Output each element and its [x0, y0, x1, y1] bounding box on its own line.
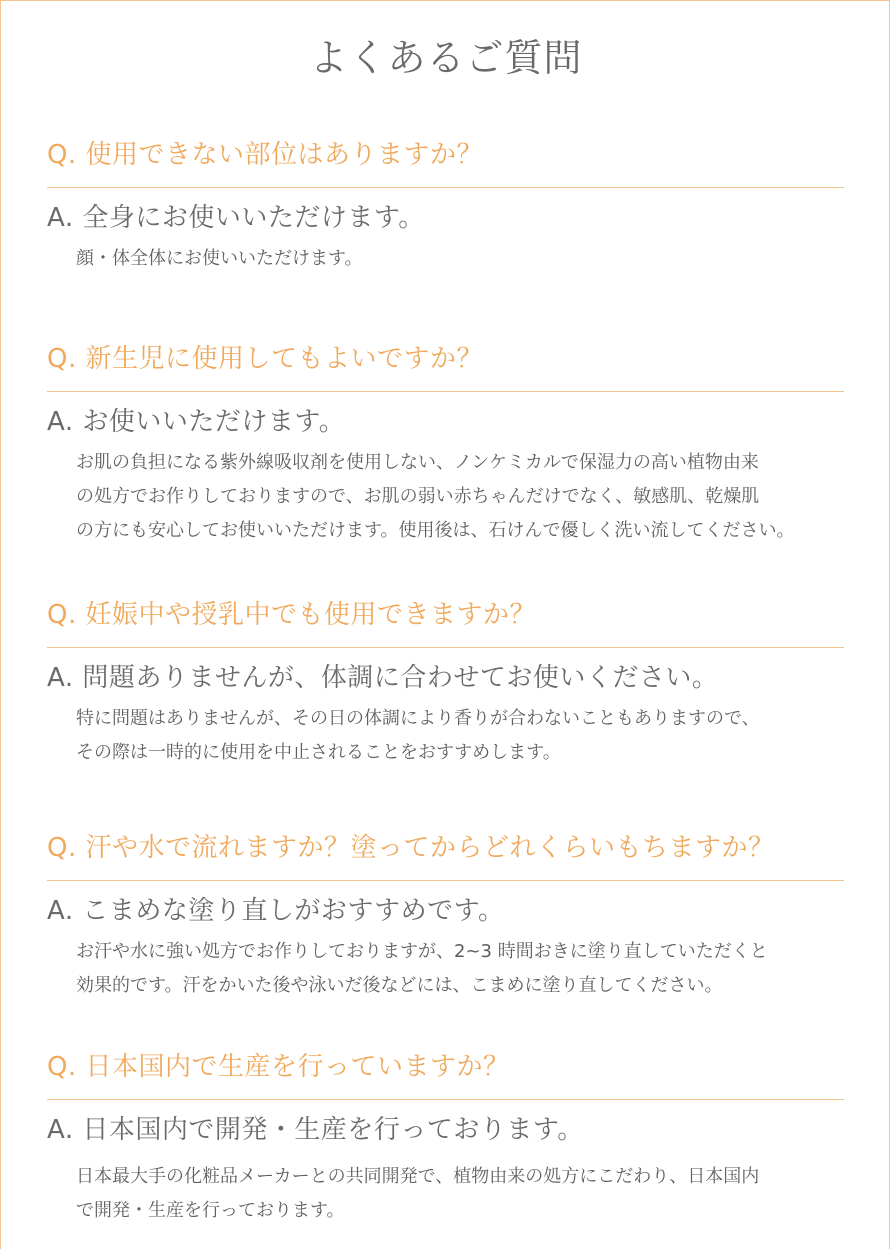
faq-answer-line: その際は一時的に使用を中止されることをおすすめします。: [76, 742, 561, 763]
faq-item-1: [47, 137, 844, 276]
faq-item-3: [47, 597, 844, 770]
faq-answer: A. 全身にお使いいただけます。: [47, 203, 425, 233]
faq-answer-line: お肌の負担になる紫外線吸収剤を使用しない、ノンケミカルで保湿力の高い植物由来: [76, 452, 759, 473]
faq-answer: A. 日本国内で開発・生産を行っております。: [47, 1115, 584, 1145]
faq-answer-body: [47, 1160, 844, 1228]
page-title: よくあるご質問: [309, 36, 583, 80]
faq-answer-line: の方にも安心してお使いいただけます。使用後は、石けんで優しく洗い流してください。: [76, 520, 795, 541]
faq-answer-body: [47, 702, 844, 770]
faq-answer: A. 問題ありませんが、体調に合わせてお使いください。: [47, 663, 719, 693]
faq-answer-body: [47, 446, 844, 548]
faq-question: Q. 妊娠中や授乳中でも使用できますか？: [47, 597, 844, 648]
faq-answer-line: 日本最大手の化粧品メーカーとの共同開発で、植物由来の処方にこだわり、日本国内: [76, 1166, 760, 1187]
faq-item-4: [47, 830, 844, 1003]
faq-answer-body: [47, 242, 844, 276]
faq-answer-line: の処方でお作りしておりますので、お肌の弱い赤ちゃんだけでなく、敏感肌、乾燥肌: [76, 486, 760, 507]
faq-answer-body: [47, 935, 844, 1003]
faq-item-5: [47, 1049, 844, 1228]
faq-item-2: [47, 341, 844, 548]
faq-question: Q. 日本国内で生産を行っていますか？: [47, 1049, 844, 1100]
faq-question: Q. 新生児に使用してもよいですか？: [47, 341, 844, 392]
faq-answer: A. こまめな塗り直しがおすすめです。: [47, 896, 505, 926]
faq-answer-line: 効果的です。汗をかいた後や泳いだ後などには、こまめに塗り直してください。: [76, 975, 723, 996]
faq-question: Q. 汗や水で流れますか？塗ってからどれくらいもちますか？: [47, 830, 844, 881]
faq-answer-line: 顔・体全体にお使いいただけます。: [76, 248, 363, 269]
faq-answer: A. お使いいただけます。: [47, 407, 346, 437]
faq-answer-line: お汗や水に強い処方でお作りしておりますが、2~3 時間おきに塗り直していただくと: [76, 941, 768, 962]
faq-answer-line: 特に問題はありませんが、その日の体調により香りが合わないこともありますので、: [76, 708, 760, 729]
faq-answer-line: で開発・生産を行っております。: [76, 1200, 345, 1221]
faq-question: Q. 使用できない部位はありますか？: [47, 137, 844, 188]
